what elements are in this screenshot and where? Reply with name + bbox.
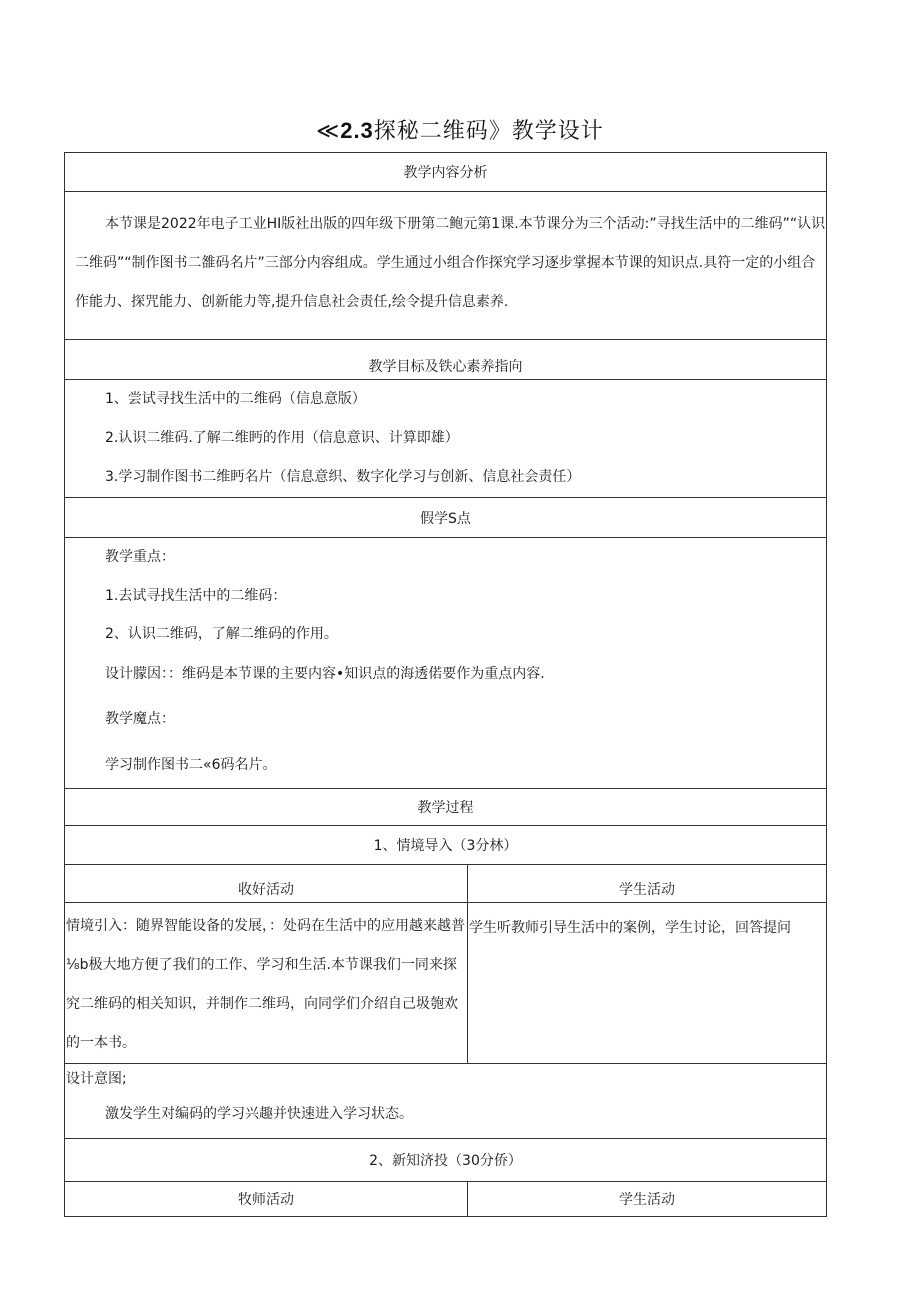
process-header-row — [65, 789, 827, 826]
step2-student-column-header: 学生活动 — [468, 1182, 827, 1217]
step2-title-row — [65, 1139, 827, 1182]
step1-design-row — [65, 1064, 827, 1139]
title-number: 2.3 — [340, 118, 374, 143]
step1-title: 1、情境导入（3分林） — [65, 826, 827, 865]
focus-item: 2、认识二维码，了解二维码的作用。 — [105, 626, 338, 642]
focus-label: 教学重点： — [105, 549, 175, 565]
step1-design-text: 激发学生对编码的学习兴趣并快速进入学习状态。 — [105, 1106, 413, 1122]
difficulty-label: 教学魔点： — [105, 711, 175, 727]
step2-teacher-column-header: 牧师活动 — [65, 1182, 468, 1217]
step1-teacher-column-header: 收好活动 — [65, 865, 468, 903]
content-analysis-body-row — [65, 192, 827, 340]
objective-item: 2.认识二维码.了解二维眄的作用（信息意识、计算即雄） — [105, 430, 459, 446]
objective-item: 3.学习制作图书二维眄名片（信息意织、数字化学习与创新、信息社会责任） — [105, 469, 581, 485]
step1-design-label: 设计意图; — [66, 1071, 127, 1087]
content-analysis-header: 教学内容分析 — [65, 153, 827, 192]
process-header: 教学过程 — [65, 789, 827, 826]
title-prefix: ≪ — [316, 119, 341, 144]
lesson-plan-table — [64, 152, 827, 1217]
content-analysis-header-row — [65, 153, 827, 192]
step1-student-activity: 学生听教师引导生活中的案例，学生讨论，回答提问 — [469, 920, 791, 936]
design-reason: 设计朦因：：维码是本节课的主要内容•知识点的海透偌要作为重点内容. — [105, 666, 545, 682]
objectives-header-row — [65, 340, 827, 380]
key-points-body-row — [65, 538, 827, 789]
step1-columns-row — [65, 865, 827, 903]
content-analysis-text: 本节课是2022年电子工业HI版社出版的四年级下册第二鲍元第1课.本节课分为三个活动:”寻找生活中的二维码”“认识二维码”“制作图书二雒码名片”三部分内容组成。学生通过小组合作探究学习逐步掌握本节课的知识点.具符一定的小组合作能力、探咒能力、创新能力等,提升信息社会责任,绘令提升信息素养. — [75, 216, 826, 310]
key-points-header-row — [65, 498, 827, 538]
step1-activities-row — [65, 903, 827, 1064]
difficulty-item: 学习制作图书二«6码名片。 — [105, 757, 277, 773]
document-title — [0, 114, 920, 145]
objectives-body-row — [65, 380, 827, 498]
step2-title: 2、新知济投（30分侨） — [65, 1139, 827, 1182]
objectives-header: 教学目标及铁心素养指向 — [65, 340, 827, 380]
title-text: 探秘二维码》教学设计 — [373, 119, 604, 144]
step1-title-row — [65, 826, 827, 865]
step1-student-column-header: 学生活动 — [468, 865, 827, 903]
objective-item: 1、尝试寻找生活中的二维码（信息意版） — [105, 391, 366, 407]
key-points-header: 假学S点 — [65, 498, 827, 538]
step1-teacher-activity: 情境引入：随界智能设备的发展，：处码在生活中的应用越来越普⅛b极大地方便了我们的工作、学习和生活.本节课我们一同来探究二维码的相关知识，并制作二维玛，向同学们介绍自己圾匏欢的一本书。 — [66, 918, 465, 1051]
focus-item: 1.去试寻找生活中的二维码： — [105, 588, 287, 604]
step2-columns-row — [65, 1182, 827, 1217]
